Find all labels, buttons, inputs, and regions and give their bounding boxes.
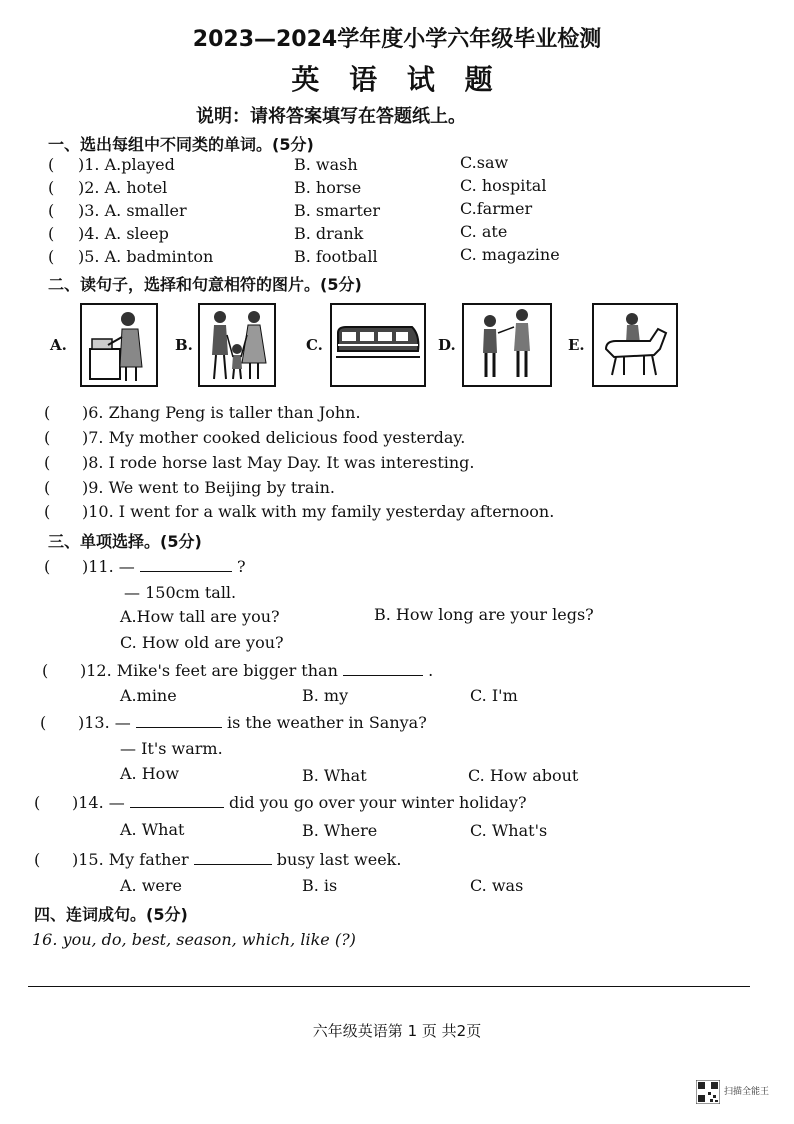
option-c: C. magazine (460, 245, 560, 264)
answer-paren[interactable]: ( (48, 224, 55, 243)
picture-b-label: B. (175, 336, 193, 354)
section2-heading: 二、读句子，选择和句意相符的图片。(5分) (48, 275, 362, 294)
cooking-woman-icon (80, 303, 158, 387)
sentence-text: )10. I went for a walk with my family yesterday afternoon. (82, 502, 555, 521)
subject-title: 英 语 试 题 (291, 63, 503, 96)
picture-d-label: D. (438, 336, 456, 354)
answer-paren[interactable]: ( (44, 478, 51, 497)
answer-paren[interactable]: ( (44, 557, 51, 576)
option-a: A. How (120, 764, 180, 783)
answer-paren[interactable]: ( (48, 201, 55, 220)
answer-blank[interactable] (130, 807, 224, 808)
sentence-text: )6. Zhang Peng is taller than John. (82, 403, 361, 422)
option-c: C.saw (460, 153, 509, 172)
option-a: A. What (120, 820, 185, 839)
option-a: A.How tall are you? (120, 607, 280, 626)
option-a: )4. A. sleep (78, 224, 169, 243)
picture-e-label: E. (568, 336, 585, 354)
answer-paren[interactable]: ( (44, 403, 51, 422)
option-c: C. was (470, 876, 524, 895)
train-icon (330, 303, 426, 387)
option-c: C. I'm (470, 686, 518, 705)
option-c: C. How about (468, 766, 579, 785)
option-a: A.mine (120, 686, 177, 705)
picture-a-label: A. (50, 336, 67, 354)
answer-paren[interactable]: ( (34, 850, 41, 869)
answer-paren[interactable]: ( (44, 502, 51, 521)
two-boys-height-icon (462, 303, 552, 387)
answer-blank[interactable] (140, 571, 232, 572)
option-b: B. wash (294, 155, 358, 174)
picture-c-label: C. (306, 336, 323, 354)
option-a: )2. A. hotel (78, 178, 168, 197)
option-c: C. ate (460, 222, 508, 241)
question-stem: )14. — (72, 793, 125, 812)
sentence-text: )8. I rode horse last May Day. It was interesting. (82, 453, 475, 472)
option-c: C. hospital (460, 176, 547, 195)
reply-text: — 150cm tall. (124, 583, 237, 602)
section1-heading: 一、选出每组中不同类的单词。(5分) (48, 135, 314, 154)
scanner-watermark: 扫描全能王 (724, 1087, 770, 1097)
answer-blank[interactable] (194, 864, 272, 865)
option-a: )1. A.played (78, 155, 175, 174)
answer-paren[interactable]: ( (48, 247, 55, 266)
question-end: did you go over your winter holiday? (228, 793, 527, 812)
answer-paren[interactable]: ( (40, 713, 47, 732)
option-b: B. my (302, 686, 349, 705)
question-stem: )12. Mike's feet are bigger than (80, 661, 338, 680)
answer-line[interactable] (28, 986, 750, 987)
question-end: ? (236, 557, 246, 576)
answer-paren[interactable]: ( (34, 793, 41, 812)
option-b: B. horse (294, 178, 362, 197)
instruction-note: 说明：请将答案填写在答题纸上。 (196, 106, 466, 127)
section3-heading: 三、单项选择。(5分) (48, 532, 202, 551)
family-walk-icon (198, 303, 276, 387)
option-a: )5. A. badminton (78, 247, 214, 266)
option-b: B. football (294, 247, 378, 266)
question-end: . (428, 661, 434, 680)
question-stem: )15. My father (72, 850, 189, 869)
option-c: C.farmer (460, 199, 533, 218)
option-b: B. drank (294, 224, 364, 243)
sentence-text: )9. We went to Beijing by train. (82, 478, 335, 497)
qr-code-icon (696, 1080, 720, 1104)
horse-rider-icon (592, 303, 678, 387)
option-a: A. were (120, 876, 183, 895)
question-stem: )13. — (78, 713, 131, 732)
option-a: )3. A. smaller (78, 201, 187, 220)
question-end: busy last week. (276, 850, 402, 869)
answer-blank[interactable] (343, 675, 423, 676)
option-c: C. How old are you? (120, 633, 284, 652)
answer-paren[interactable]: ( (48, 178, 55, 197)
question-end: is the weather in Sanya? (226, 713, 427, 732)
answer-blank[interactable] (136, 727, 222, 728)
question-stem: )11. — (82, 557, 135, 576)
answer-paren[interactable]: ( (42, 661, 49, 680)
section4-heading: 四、连词成句。(5分) (34, 905, 188, 924)
page-footer: 六年级英语第 1 页 共2页 (312, 1022, 482, 1040)
reply-text: — It's warm. (120, 739, 223, 758)
option-b: B. smarter (294, 201, 381, 220)
option-c: C. What's (470, 821, 548, 840)
option-b: B. How long are your legs? (374, 605, 594, 624)
answer-paren[interactable]: ( (44, 428, 51, 447)
answer-paren[interactable]: ( (44, 453, 51, 472)
option-b: B. What (302, 766, 367, 785)
option-b: B. is (302, 876, 338, 895)
sentence-text: )7. My mother cooked delicious food yesterday. (82, 428, 466, 447)
question-16: 16. you, do, best, season, which, like (?) (32, 930, 356, 949)
answer-paren[interactable]: ( (48, 155, 55, 174)
option-b: B. Where (302, 821, 378, 840)
exam-title: 2023—2024学年度小学六年级毕业检测 (192, 27, 602, 52)
